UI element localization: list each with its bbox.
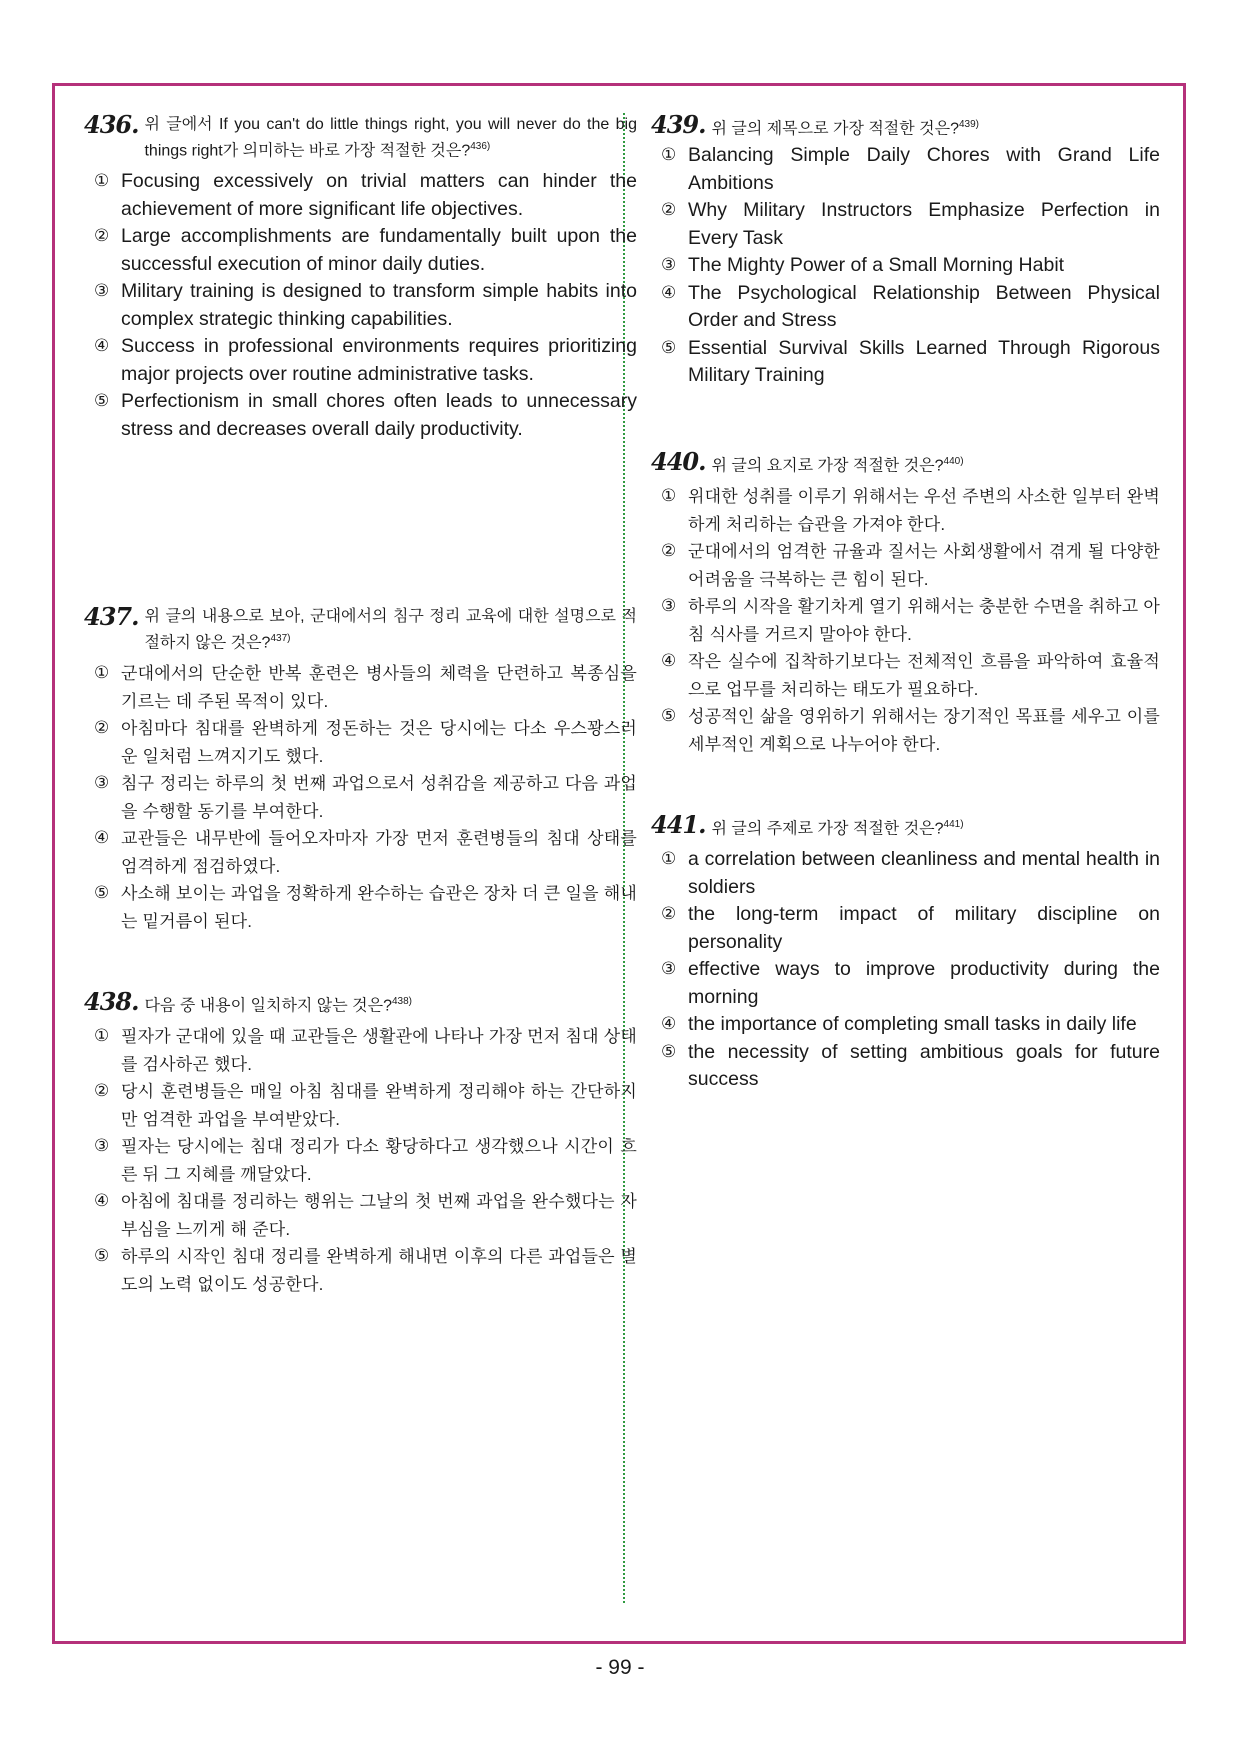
question-436	[84, 110, 637, 443]
option-2[interactable]: ② Large accomplishments are fundamentally built upon the successful execution of minor daily duties.	[94, 225, 637, 275]
option-4[interactable]: ④ 작은 실수에 집착하기보다는 전체적인 흐름을 파악하여 효율적으로 업무를 처리하는 태도가 필요하다.	[661, 651, 1160, 699]
question-stem: 다음 중 내용이 일치하지 않는 것은?$^{438)}$	[144, 996, 412, 1015]
question-number: 440.	[651, 447, 706, 476]
footnote-ref: 441)	[943, 819, 964, 830]
option-2[interactable]: ② 당시 훈련병들은 매일 아침 침대를 완벽하게 정리해야 하는 간단하지만 엄격한 과업을 부여받았다.	[94, 1081, 637, 1129]
footnote-ref: 438)	[391, 996, 412, 1007]
option-4[interactable]: ④ the importance of completing small tasks in daily life	[661, 1013, 1137, 1036]
question-number: 436.	[84, 110, 139, 139]
options-list	[651, 142, 1160, 390]
option-3[interactable]: ③ 필자는 당시에는 침대 정리가 다소 황당하다고 생각했으나 시간이 흐른 뒤 그 지혜를 깨달았다.	[94, 1136, 637, 1184]
option-4[interactable]: ④ The Psychological Relationship Between Physical Order and Stress	[661, 281, 1160, 332]
footnote-ref: 439)	[958, 119, 979, 130]
option-4[interactable]: ④ Success in professional environments requires prioritizing major projects over routine administrative tasks.	[94, 335, 637, 385]
question-439	[651, 110, 1160, 390]
option-1[interactable]: ① 위대한 성취를 이루기 위해서는 우선 주변의 사소한 일부터 완벽하게 처리하는 습관을 가져야 한다.	[661, 486, 1160, 534]
option-3[interactable]: ③ The Mighty Power of a Small Morning Habit	[661, 254, 1065, 277]
question-438	[84, 987, 637, 1298]
option-3[interactable]: ③ effective ways to improve productivity during the morning	[661, 958, 1160, 1008]
option-2[interactable]: ② Why Military Instructors Emphasize Perfection in Every Task	[661, 199, 1160, 249]
footnote-ref: 436)	[470, 141, 491, 152]
question-440	[651, 447, 1160, 758]
question-number: 437.	[84, 602, 139, 631]
question-stem: 위 글의 요지로 가장 적절한 것은?$^{440)}$	[711, 456, 964, 475]
option-1[interactable]: ① 필자가 군대에 있을 때 교관들은 생활관에 나타나 가장 먼저 침대 상태를 검사하곤 했다.	[94, 1026, 637, 1074]
option-3[interactable]: ③ 침구 정리는 하루의 첫 번째 과업으로서 성취감을 제공하고 다음 과업을 수행할 동기를 부여한다.	[94, 773, 637, 821]
question-stem: 위 글의 내용으로 보아, 군대에서의 침구 정리 교육에 대한 설명으로 적절하지 않은 것은?$^{437)}$	[144, 608, 637, 652]
options-list	[84, 168, 637, 443]
question-437	[84, 602, 637, 935]
question-number: 438.	[84, 987, 139, 1016]
option-5[interactable]: ⑤ 하루의 시작인 침대 정리를 완벽하게 해내면 이후의 다른 과업들은 별도의 노력 없이도 성공한다.	[94, 1246, 637, 1294]
footnote-ref: 437)	[270, 633, 291, 644]
option-5[interactable]: ⑤ 사소해 보이는 과업을 정확하게 완수하는 습관은 장차 더 큰 일을 해내는 밑거름이 된다.	[94, 883, 637, 931]
question-stem: 위 글에서 If you can't do little things right, you will never do the big things right가 의미하는 바로 가장 적절한 것은?$^{436)}$	[144, 116, 637, 160]
option-3[interactable]: ③ 하루의 시작을 활기차게 열기 위해서는 충분한 수면을 취하고 아침 식사를 거르지 말아야 한다.	[661, 596, 1160, 644]
option-5[interactable]: ⑤ Perfectionism in small chores often leads to unnecessary stress and decreases overall daily productivity.	[94, 390, 637, 440]
option-1[interactable]: ① 군대에서의 단순한 반복 훈련은 병사들의 체력을 단련하고 복종심을 기르는 데 주된 목적이 있다.	[94, 663, 637, 711]
question-number: 441.	[651, 810, 706, 839]
option-5[interactable]: ⑤ 성공적인 삶을 영위하기 위해서는 장기적인 목표를 세우고 이를 세부적인 계획으로 나누어야 한다.	[661, 706, 1160, 754]
option-4[interactable]: ④ 교관들은 내무반에 들어오자마자 가장 먼저 훈련병들의 침대 상태를 엄격하게 점검하였다.	[94, 828, 637, 876]
options-list	[84, 1023, 637, 1298]
option-2[interactable]: ② the long-term impact of military discipline on personality	[661, 903, 1160, 953]
option-1[interactable]: ① Focusing excessively on trivial matters can hinder the achievement of more significant life objectives.	[94, 170, 637, 220]
option-4[interactable]: ④ 아침에 침대를 정리하는 행위는 그날의 첫 번째 과업을 완수했다는 자부심을 느끼게 해 준다.	[94, 1191, 637, 1239]
question-stem: 위 글의 제목으로 가장 적절한 것은?$^{439)}$	[711, 119, 979, 138]
option-3[interactable]: ③ Military training is designed to transform simple habits into complex strategic thinking capabilities.	[94, 280, 637, 330]
footnote-ref: 440)	[943, 456, 964, 467]
option-2[interactable]: ② 아침마다 침대를 완벽하게 정돈하는 것은 당시에는 다소 우스꽝스러운 일처럼 느껴지기도 했다.	[94, 718, 637, 766]
options-list	[84, 660, 637, 935]
options-list	[651, 846, 1160, 1094]
option-5[interactable]: ⑤ the necessity of setting ambitious goals for future success	[661, 1040, 1160, 1091]
option-2[interactable]: ② 군대에서의 엄격한 규율과 질서는 사회생활에서 겪게 될 다양한 어려움을 극복하는 큰 힘이 된다.	[661, 541, 1160, 589]
question-number: 439.	[651, 110, 706, 139]
question-441	[651, 810, 1160, 1094]
option-1[interactable]: ① a correlation between cleanliness and mental health in soldiers	[661, 848, 1160, 898]
question-stem: 위 글의 주제로 가장 적절한 것은?$^{441)}$	[711, 819, 964, 838]
option-1[interactable]: ① Balancing Simple Daily Chores with Grand Life Ambitions	[661, 144, 1160, 194]
option-5[interactable]: ⑤ Essential Survival Skills Learned Through Rigorous Military Training	[661, 336, 1160, 387]
page-number: - 99 -	[595, 1656, 645, 1679]
options-list	[651, 483, 1160, 758]
